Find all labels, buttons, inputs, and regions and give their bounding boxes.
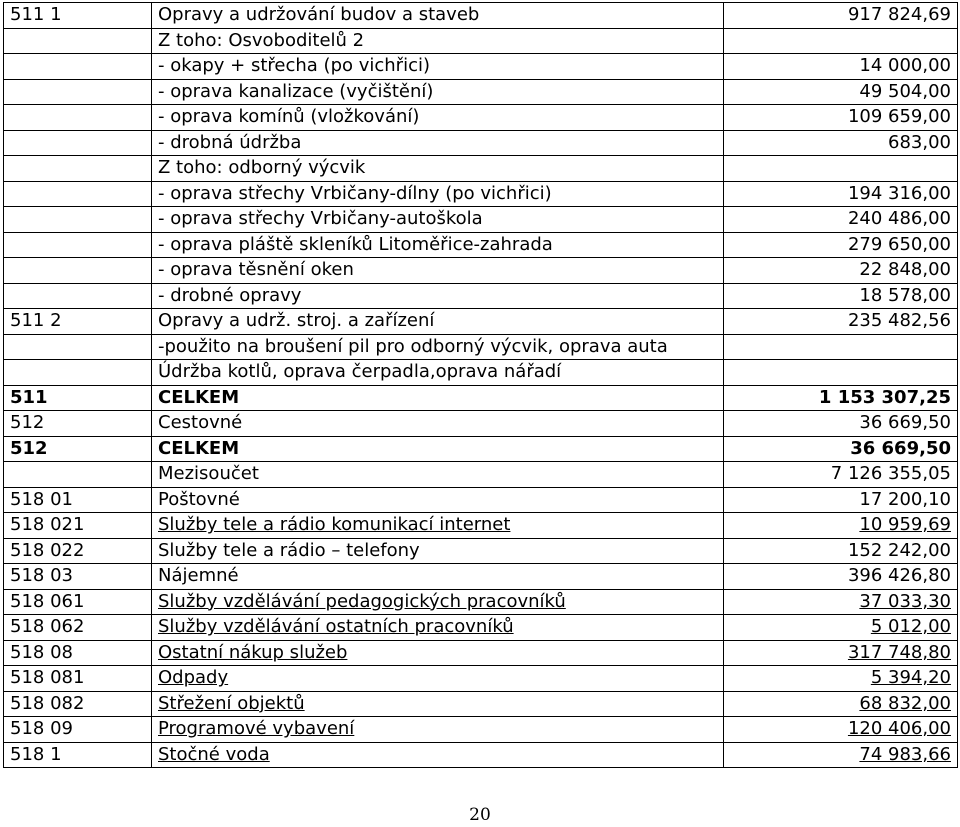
account-code <box>4 232 152 258</box>
table-row <box>4 538 958 564</box>
account-code <box>4 130 152 156</box>
amount: 317 748,80 <box>724 640 958 666</box>
table-row <box>4 334 958 360</box>
item-description: -použito na broušení pil pro odborný výcvik, oprava auta <box>152 334 724 360</box>
item-description: Programové vybavení <box>152 717 724 743</box>
total-row <box>4 436 958 462</box>
account-code <box>4 258 152 284</box>
amount: 1 153 307,25 <box>724 385 958 411</box>
amount: 194 316,00 <box>724 181 958 207</box>
table-row <box>4 411 958 437</box>
amount: 37 033,30 <box>724 589 958 615</box>
table-row <box>4 258 958 284</box>
table-row <box>4 156 958 182</box>
amount: 22 848,00 <box>724 258 958 284</box>
account-code <box>4 334 152 360</box>
amount <box>724 360 958 386</box>
item-description: Opravy a udrž. stroj. a zařízení <box>152 309 724 335</box>
table-row <box>4 691 958 717</box>
item-description: Služby vzdělávání ostatních pracovníků <box>152 615 724 641</box>
account-code <box>4 207 152 233</box>
amount: 68 832,00 <box>724 691 958 717</box>
account-code: 518 021 <box>4 513 152 539</box>
amount: 279 650,00 <box>724 232 958 258</box>
item-description: Stočné voda <box>152 742 724 768</box>
table-row <box>4 666 958 692</box>
table-row <box>4 564 958 590</box>
item-description: Služby tele a rádio – telefony <box>152 538 724 564</box>
table-row <box>4 742 958 768</box>
account-code: 512 <box>4 411 152 437</box>
amount: 14 000,00 <box>724 54 958 80</box>
item-description: Mezisoučet <box>152 462 724 488</box>
amount <box>724 156 958 182</box>
table-row <box>4 105 958 131</box>
amount: 109 659,00 <box>724 105 958 131</box>
amount <box>724 28 958 54</box>
account-code: 518 081 <box>4 666 152 692</box>
amount: 5 394,20 <box>724 666 958 692</box>
account-code <box>4 462 152 488</box>
table-row <box>4 360 958 386</box>
account-code: 511 <box>4 385 152 411</box>
table-row <box>4 54 958 80</box>
table-row <box>4 513 958 539</box>
account-code <box>4 54 152 80</box>
account-code: 518 09 <box>4 717 152 743</box>
table-row <box>4 130 958 156</box>
amount: 240 486,00 <box>724 207 958 233</box>
item-description: Služby vzdělávání pedagogických pracovníků <box>152 589 724 615</box>
amount: 683,00 <box>724 130 958 156</box>
item-description: - drobné opravy <box>152 283 724 309</box>
table-row <box>4 232 958 258</box>
item-description: Údržba kotlů, oprava čerpadla,oprava nářadí <box>152 360 724 386</box>
account-code <box>4 105 152 131</box>
account-code <box>4 79 152 105</box>
account-code: 518 01 <box>4 487 152 513</box>
item-description: Střežení objektů <box>152 691 724 717</box>
item-description: Z toho: odborný výcvik <box>152 156 724 182</box>
table-row <box>4 487 958 513</box>
amount: 18 578,00 <box>724 283 958 309</box>
amount <box>724 334 958 360</box>
table-row <box>4 309 958 335</box>
account-code <box>4 181 152 207</box>
table-row <box>4 717 958 743</box>
account-code: 518 061 <box>4 589 152 615</box>
item-description: - oprava těsnění oken <box>152 258 724 284</box>
amount: 17 200,10 <box>724 487 958 513</box>
item-description: - oprava střechy Vrbičany-autoškola <box>152 207 724 233</box>
item-description: - oprava kanalizace (vyčištění) <box>152 79 724 105</box>
account-code: 518 022 <box>4 538 152 564</box>
item-description: - oprava pláště skleníků Litoměřice-zahrada <box>152 232 724 258</box>
table-row <box>4 640 958 666</box>
item-description: Ostatní nákup služeb <box>152 640 724 666</box>
amount: 36 669,50 <box>724 436 958 462</box>
table-row <box>4 181 958 207</box>
item-description: - oprava komínů (vložkování) <box>152 105 724 131</box>
table-row <box>4 207 958 233</box>
table-row <box>4 615 958 641</box>
table-row <box>4 3 958 29</box>
amount: 235 482,56 <box>724 309 958 335</box>
account-code <box>4 283 152 309</box>
table-row <box>4 28 958 54</box>
amount: 74 983,66 <box>724 742 958 768</box>
item-description: Nájemné <box>152 564 724 590</box>
expense-table <box>3 2 958 768</box>
amount: 5 012,00 <box>724 615 958 641</box>
account-code <box>4 28 152 54</box>
item-description: Služby tele a rádio komunikací internet <box>152 513 724 539</box>
item-description: - drobná údržba <box>152 130 724 156</box>
account-code: 512 <box>4 436 152 462</box>
amount: 49 504,00 <box>724 79 958 105</box>
subtotal-row <box>4 462 958 488</box>
account-code: 518 062 <box>4 615 152 641</box>
item-description: CELKEM <box>152 436 724 462</box>
item-description: Poštovné <box>152 487 724 513</box>
table-row <box>4 589 958 615</box>
amount: 917 824,69 <box>724 3 958 29</box>
amount: 10 959,69 <box>724 513 958 539</box>
item-description: CELKEM <box>152 385 724 411</box>
amount: 120 406,00 <box>724 717 958 743</box>
item-description: - oprava střechy Vrbičany-dílny (po vichřici) <box>152 181 724 207</box>
item-description: Z toho: Osvoboditelů 2 <box>152 28 724 54</box>
account-code: 518 08 <box>4 640 152 666</box>
amount: 152 242,00 <box>724 538 958 564</box>
table-row <box>4 283 958 309</box>
item-description: - okapy + střecha (po vichřici) <box>152 54 724 80</box>
account-code: 518 03 <box>4 564 152 590</box>
amount: 396 426,80 <box>724 564 958 590</box>
amount: 36 669,50 <box>724 411 958 437</box>
account-code: 511 1 <box>4 3 152 29</box>
item-description: Odpady <box>152 666 724 692</box>
item-description: Opravy a udržování budov a staveb <box>152 3 724 29</box>
table-row <box>4 79 958 105</box>
account-code: 511 2 <box>4 309 152 335</box>
account-code: 518 1 <box>4 742 152 768</box>
account-code <box>4 156 152 182</box>
account-code: 518 082 <box>4 691 152 717</box>
total-row <box>4 385 958 411</box>
page-number: 20 <box>469 805 491 825</box>
item-description: Cestovné <box>152 411 724 437</box>
account-code <box>4 360 152 386</box>
amount: 7 126 355,05 <box>724 462 958 488</box>
